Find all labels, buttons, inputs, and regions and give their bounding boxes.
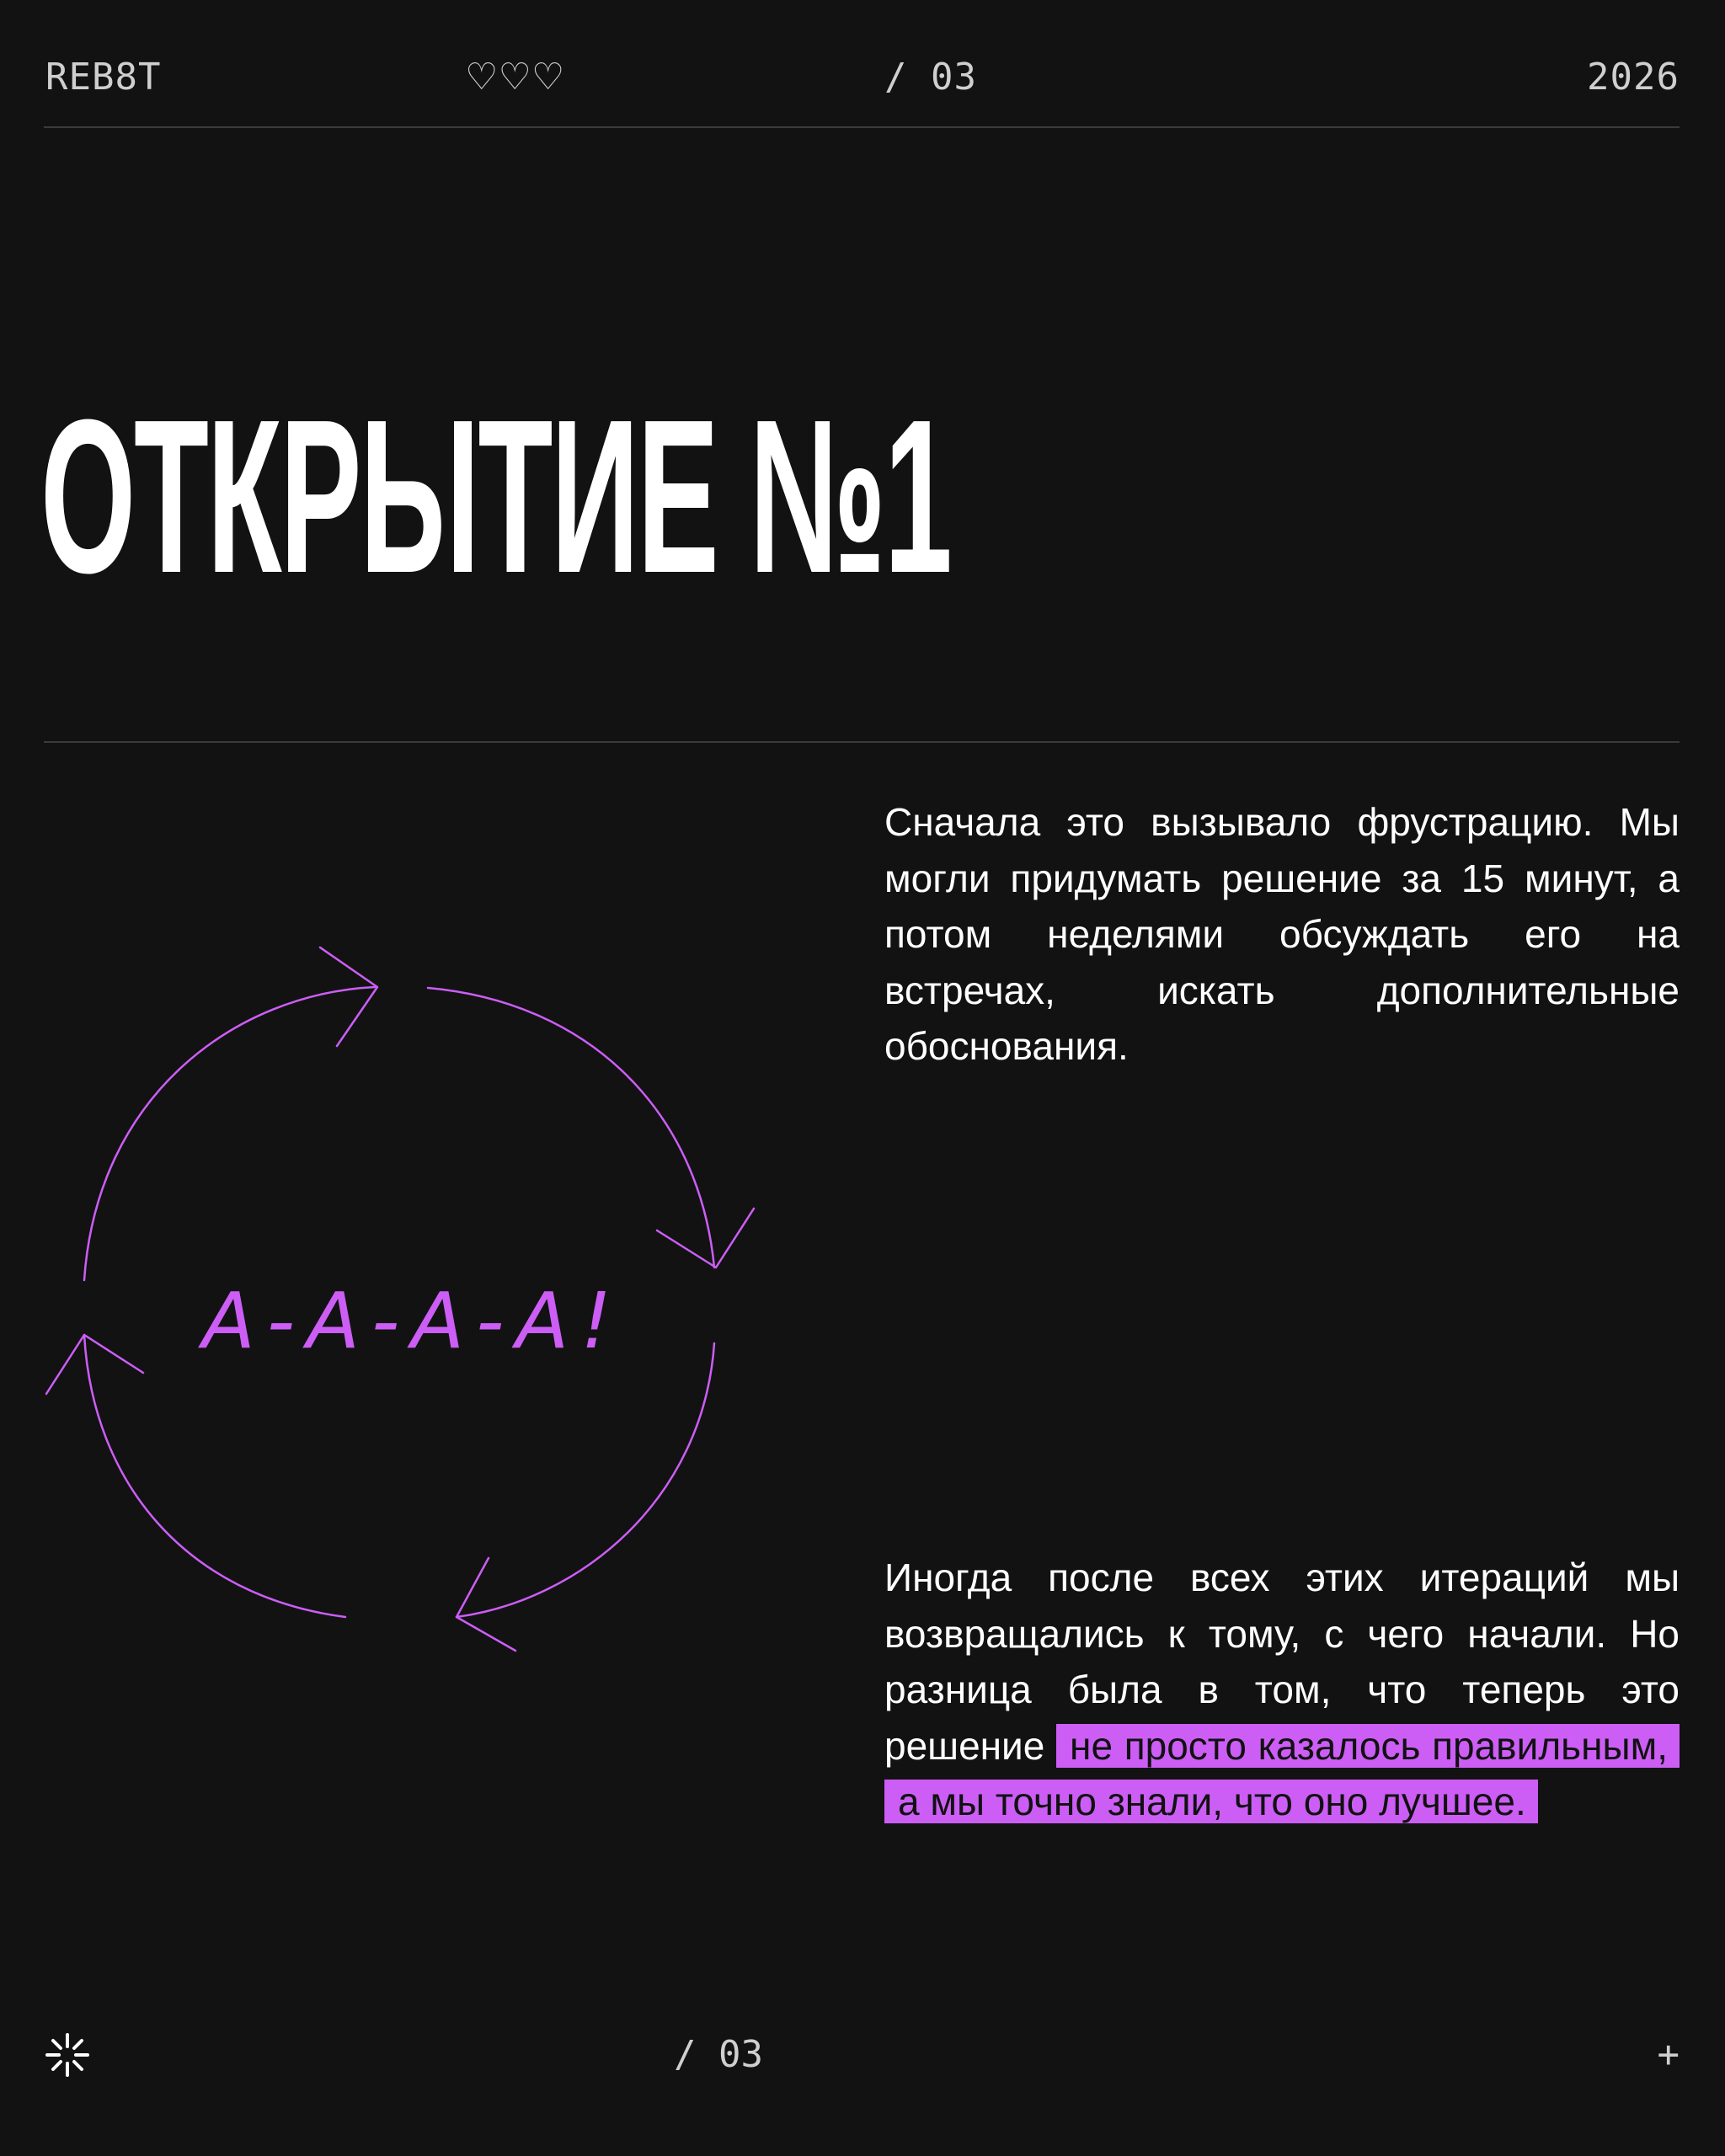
cycle-arrowhead-top xyxy=(320,947,377,1046)
highlighted-text: не просто казалось правильным, а мы точно знали, что оно лучшее. xyxy=(884,1724,1680,1824)
cycle-arrow-bottom xyxy=(457,1343,714,1617)
cycle-illustration xyxy=(34,926,775,1668)
cycle-arrow-top xyxy=(84,987,375,1280)
plus-icon[interactable]: + xyxy=(1657,2033,1680,2076)
brand-name: REB8T xyxy=(45,56,162,99)
footer-page-number: / 03 xyxy=(674,2033,763,2076)
cycle-arrow-left xyxy=(84,1335,345,1617)
page-title: ОТКРЫТИЕ №1 xyxy=(40,375,951,619)
header-year: 2026 xyxy=(1587,56,1680,99)
paragraph-intro: Сначала это вызывало фрустрацию. Мы могли придумать решение за 15 минут, а потом неделями обсуждать его на встречах, искать дополнительные обоснования. xyxy=(884,800,1680,1068)
paragraph-conclusion xyxy=(884,1550,1680,1830)
cycle-arrowhead-bottom xyxy=(457,1558,515,1651)
cycle-arrow-right xyxy=(428,988,714,1267)
title-divider xyxy=(44,741,1680,743)
sparkle-icon xyxy=(44,2031,91,2079)
scribble-text: A-A-A-A! xyxy=(202,1276,624,1366)
hearts-icon: ♡♡♡ xyxy=(465,56,565,99)
paragraph-conclusion-text: Иногда после всех этих итераций мы возвращались к тому, с чего начали. Но разница была в том, что теперь это решение xyxy=(884,1556,1680,1768)
header-page-number: / 03 xyxy=(884,56,977,99)
cycle-arrowhead-left xyxy=(46,1335,143,1394)
header-divider xyxy=(44,126,1680,128)
